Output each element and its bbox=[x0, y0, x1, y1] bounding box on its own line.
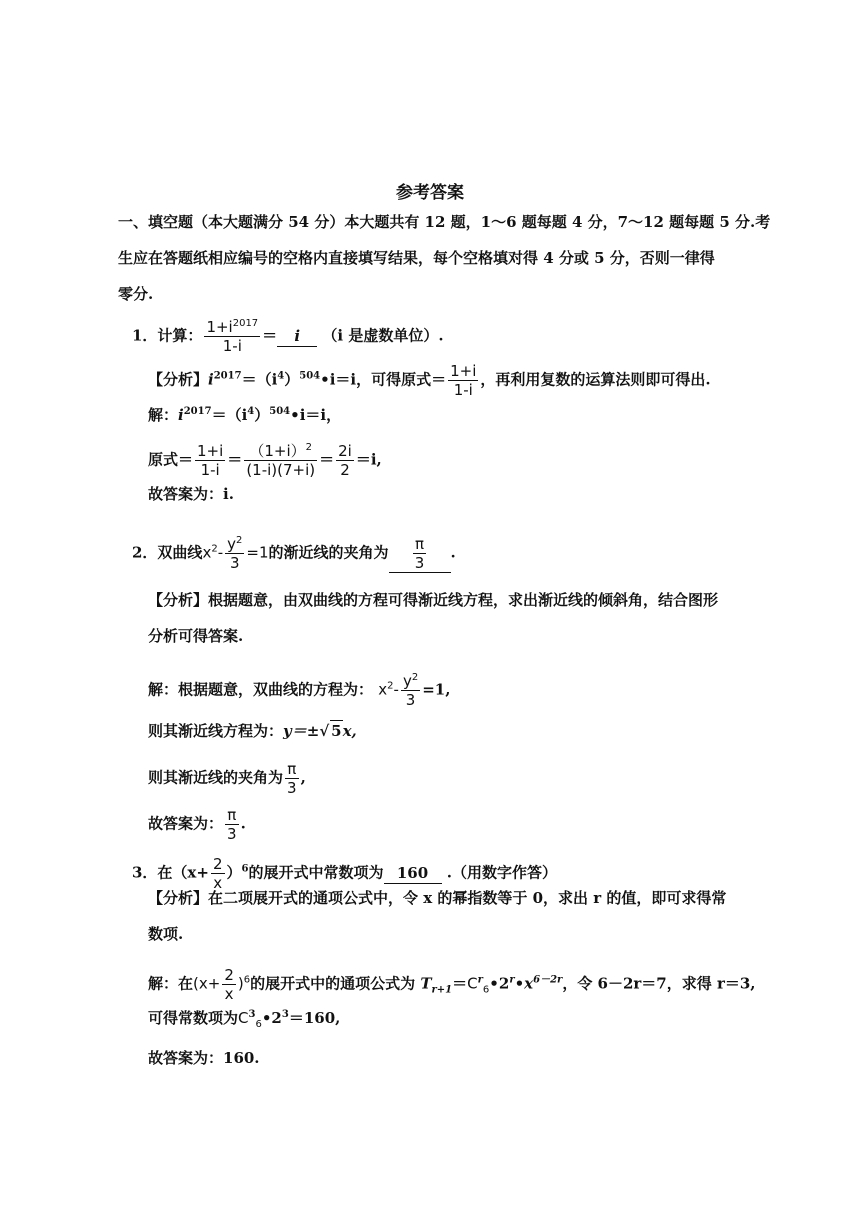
q1-answer-blank: i bbox=[277, 326, 317, 347]
q1-final-answer: 故答案为：i. bbox=[148, 485, 234, 503]
q3-analysis-line2: 数项. bbox=[148, 925, 184, 943]
q1-fraction: $\frac{1+i^{2017}}{1-i}$ bbox=[206, 318, 259, 355]
q3-analysis-line1: 【分析】在二项展开式的通项公式中，令 x 的幂指数等于 0，求出 r 的值，即可求得常 bbox=[148, 889, 727, 907]
q2-analysis-line1: 【分析】根据题意，由双曲线的方程可得渐近线方程，求出渐近线的倾斜角，结合图形 bbox=[148, 591, 719, 609]
section-intro-line3: 零分. bbox=[118, 285, 154, 303]
q2-angle: 则其渐近线的夹角为 $\frac{\pi}{3}$ , bbox=[148, 760, 306, 797]
q1-analysis: 【分析】$i^{2017}=(i^4)^{504}•i=i$，可得原式＝ $\frac{1+i}{1-i}$ ，再利用复数的运算法则即可得出. bbox=[148, 362, 711, 399]
q3-solution: 解：在(x+ $\frac{2}{x}$ )$^6$的展开式中的通项公式为 $T_{r+1}=C^r_6•2^r•x^{6-2r}$，令 6－2r＝7，求得 r＝3, bbox=[148, 966, 756, 1003]
q2-final-answer: 故答案为： $\frac{\pi}{3}$ . bbox=[148, 806, 246, 843]
q1-solution: 解：$i^{2017}=(i^4)^{504}•i=i$， bbox=[148, 406, 342, 424]
page-title: 参考答案 bbox=[396, 183, 464, 203]
q3-answer-blank: 160 bbox=[384, 863, 442, 884]
q1-question: 1．计算： $\frac{1+i^{2017}}{1-i}$ ＝ i （i 是虚数单位）. bbox=[132, 318, 444, 355]
q2-analysis-line2: 分析可得答案. bbox=[148, 627, 244, 645]
q3-constant-term: 可得常数项为$C^3_6•2^3=160$, bbox=[148, 1009, 341, 1030]
q3-final-answer: 故答案为：160. bbox=[148, 1049, 260, 1067]
q2-question: 2．双曲线$x^2-$ $\frac{y^2}{3}$ =1的渐近线的夹角为 $\frac{\pi}{3}$ . bbox=[132, 535, 456, 572]
q3-question: 3．在（x+ $\frac{2}{x}$ ）$^6$的展开式中常数项为 160 .（用数字作答） bbox=[132, 855, 557, 892]
q1-computation: 原式＝ $\frac{1+i}{1-i}$ ＝ $\frac{(1+i)^2}{(1-i)(7+i)}$ ＝ $\frac{2i}{2}$ ＝i, bbox=[148, 442, 382, 479]
q2-solution: 解：根据题意，双曲线的方程为： $x^2-$ $\frac{y^2}{3}$ =1, bbox=[148, 672, 451, 709]
section-intro-line2: 生应在答题纸相应编号的空格内直接填写结果，每个空格填对得 4 分或 5 分，否则一律得 bbox=[118, 249, 715, 267]
q2-asymptote: 则其渐近线方程为：y＝±√ 5x, bbox=[148, 722, 357, 740]
section-intro-line1: 一、填空题（本大题满分 54 分）本大题共有 12 题，1～6 题每题 4 分，7～12 题每题 5 分.考 bbox=[118, 213, 771, 231]
